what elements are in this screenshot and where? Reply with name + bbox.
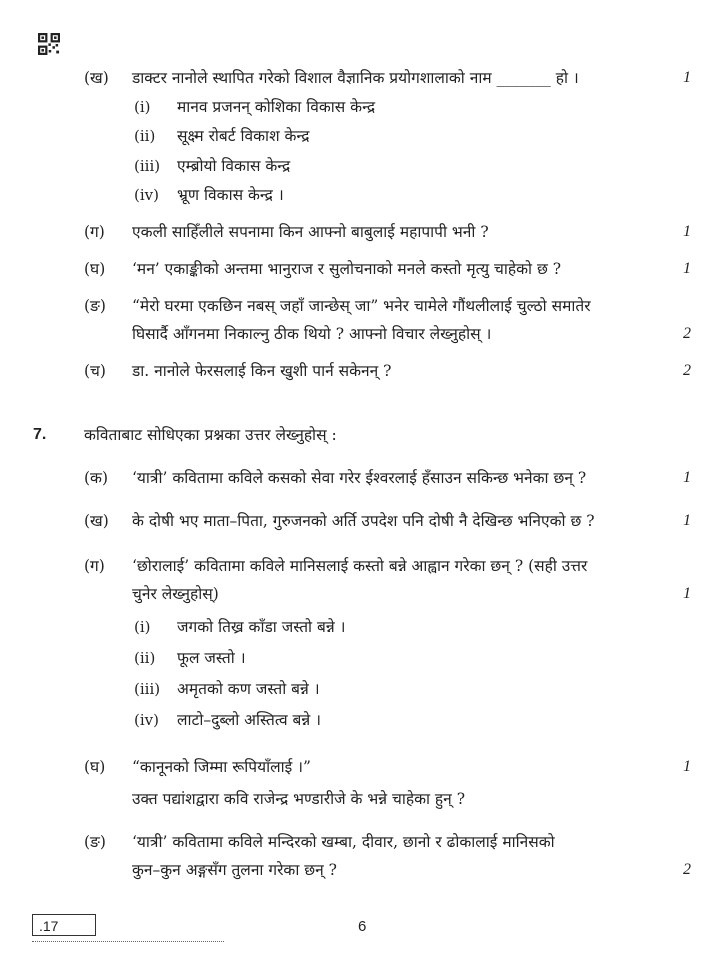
qr-code-icon: [38, 33, 60, 55]
q7-ga-label: (ग): [84, 557, 105, 575]
q6-kha-marks: 1: [683, 69, 691, 86]
q6-nga-label: (ङ): [84, 297, 106, 315]
q7-ga-opt1-text: जगको तिख्र काँडा जस्तो बन्ने ।: [177, 618, 346, 636]
footer-rule: [32, 941, 224, 942]
q6-cha-label: (च): [84, 362, 106, 380]
q6-gha-text: ‘मन’ एकाङ्कीको अन्तमा भानुराज र सुलोचनाको मनले कस्तो मृत्यु चाहेको छ ?: [132, 260, 562, 278]
q7-kha-text: के दोषी भए माता–पिता, गुरुजनको अर्ति उपदेश पनि दोषी नै देखिन्छ भनिएको छ ?: [132, 512, 595, 530]
page-number: 6: [358, 918, 367, 935]
q7-ga-opt4-label: (iv): [134, 711, 159, 729]
q7-nga-marks: 2: [683, 861, 691, 878]
q7-nga-label: (ङ): [84, 833, 106, 851]
q6-ga-marks: 1: [683, 223, 691, 240]
q7-gha-line1: “कानूनको जिम्मा रूपियाँलाई ।”: [132, 758, 311, 776]
q7-kha-label: (ख): [84, 512, 109, 530]
q6-kha-opt2-text: सूक्ष्म रोबर्ट विकाश केन्द्र: [177, 127, 310, 145]
q7-gha-label: (घ): [84, 758, 106, 776]
q7-ka-text: ‘यात्री’ कवितामा कविले कसको सेवा गरेर ईश्वरलाई हँसाउन सकिन्छ भनेका छन् ?: [132, 469, 587, 487]
q6-cha-marks: 2: [683, 362, 691, 379]
q6-cha-text: डा. नानोले फेरसलाई किन खुशी पार्न सकेनन् ?: [132, 362, 392, 380]
paper-code-box: .17: [32, 914, 96, 936]
q6-kha-opt1-label: (i): [134, 98, 151, 116]
q6-gha-marks: 1: [683, 260, 691, 277]
q6-nga-line1: “मेरो घरमा एकछिन नबस् जहाँ जान्छेस् जा” भनेर चामेले गौंथलीलाई चुल्ठो समातेर: [132, 297, 591, 315]
q7-ga-opt2-text: फूल जस्तो ।: [177, 649, 246, 667]
q7-ga-opt2-label: (ii): [134, 649, 156, 667]
q7-ka-label: (क): [84, 469, 108, 487]
q7-ga-line2: चुनेर लेख्नुहोस्): [132, 585, 219, 603]
q6-kha-opt4-text: भ्रूण विकास केन्द्र ।: [177, 186, 284, 204]
q6-ga-text: एकली साहिँलीले सपनामा किन आफ्नो बाबुलाई महापापी भनी ?: [132, 223, 489, 241]
q6-kha-opt3-text: एम्ब्रोयो विकास केन्द्र: [177, 157, 291, 175]
q7-heading: कविताबाट सोधिएका प्रश्नका उत्तर लेख्नुहोस् :: [84, 426, 337, 444]
q7-number: 7.: [33, 426, 47, 443]
q6-kha-text: डाक्टर नानोले स्थापित गरेको विशाल वैज्ञानिक प्रयोगशालाको नाम _______ हो ।: [132, 69, 579, 87]
q7-kha-marks: 1: [683, 512, 691, 529]
q7-nga-line1: ‘यात्री’ कवितामा कविले मन्दिरको खम्बा, दीवार, छानो र ढोकालाई मानिसको: [132, 833, 555, 851]
q6-kha-opt3-label: (iii): [134, 157, 161, 175]
q7-ga-line1: ‘छोरालाई’ कवितामा कविले मानिसलाई कस्तो बन्ने आह्वान गरेका छन् ? (सही उत्तर: [132, 557, 588, 575]
q6-nga-marks: 2: [683, 325, 691, 342]
q7-ga-opt1-label: (i): [134, 618, 151, 636]
q7-ga-opt3-text: अमृतको कण जस्तो बन्ने ।: [177, 680, 320, 698]
q7-gha-line2: उक्त पद्यांशद्वारा कवि राजेन्द्र भण्डारीजे के भन्ने चाहेका हुन् ?: [132, 790, 466, 808]
q7-gha-marks: 1: [683, 758, 691, 775]
q6-kha-opt2-label: (ii): [134, 127, 156, 145]
q6-nga-line2: घिसार्दै आँगनमा निकाल्नु ठीक थियो ? आफ्नो विचार लेख्नुहोस् ।: [132, 325, 492, 343]
q7-nga-line2: कुन–कुन अङ्गसँग तुलना गरेका छन् ?: [132, 861, 337, 879]
q7-ga-marks: 1: [683, 585, 691, 602]
q7-ga-opt4-text: लाटो–दुब्लो अस्तित्व बन्ने ।: [177, 711, 322, 729]
q7-ga-opt3-label: (iii): [134, 680, 161, 698]
q6-ga-label: (ग): [84, 223, 105, 241]
q6-kha-opt4-label: (iv): [134, 186, 159, 204]
q6-kha-opt1-text: मानव प्रजनन् कोशिका विकास केन्द्र: [177, 98, 376, 116]
q6-kha-label: (ख): [84, 69, 109, 87]
q7-ka-marks: 1: [683, 469, 691, 486]
q6-gha-label: (घ): [84, 260, 106, 278]
